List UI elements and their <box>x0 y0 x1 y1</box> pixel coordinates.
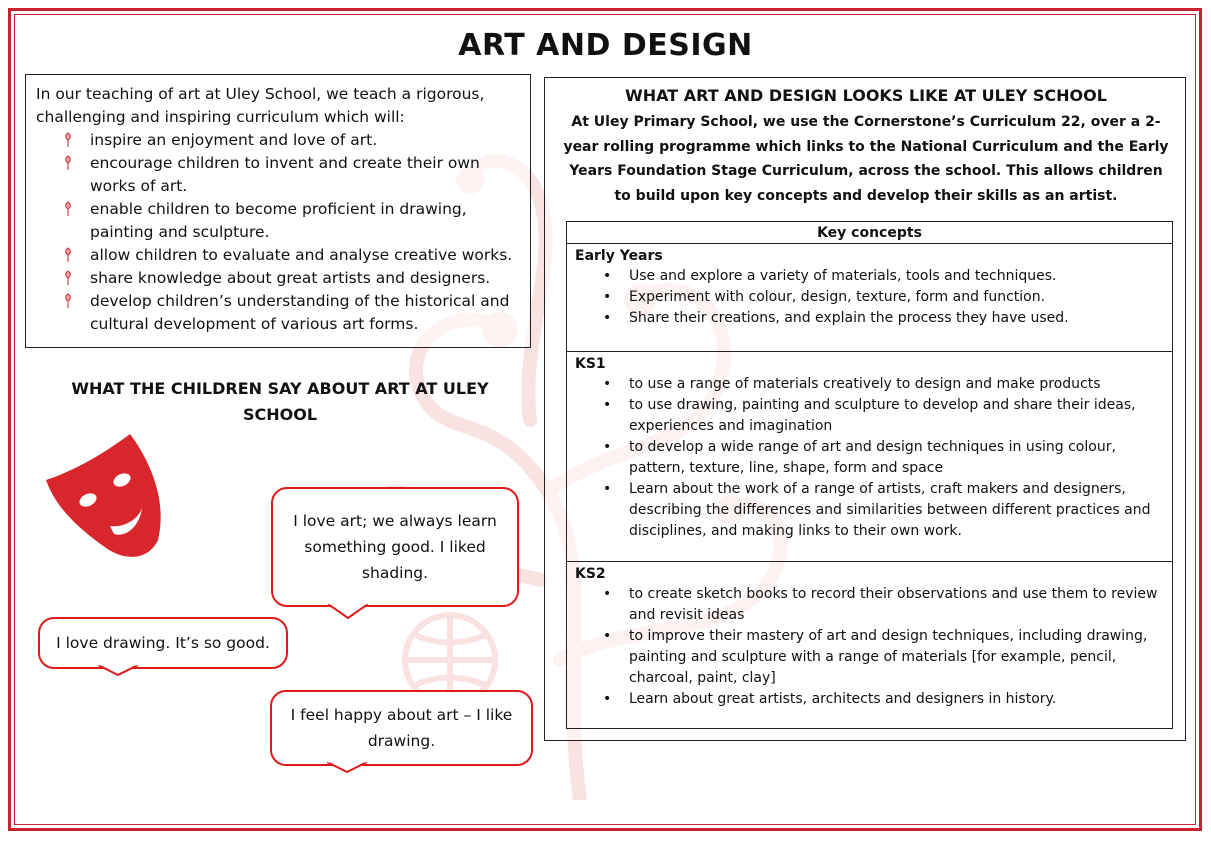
bubble-tail-icon <box>328 604 368 620</box>
key-concepts-heading: Key concepts <box>567 222 1172 244</box>
looks-like-description: At Uley Primary School, we use the Cornerstone’s Curriculum 22, over a 2-year rolling programme which links to the National Curriculum and the Early Years Foundation Stage Curriculum, across the school. This allows children to build upon key concepts and develop their skills as an artist. <box>563 114 1169 204</box>
bubble-tail-icon <box>98 665 138 681</box>
section-title: KS2 <box>575 566 606 582</box>
section-ks1 <box>567 352 1172 562</box>
paintbrush-bullet-icon <box>62 201 74 217</box>
list-item <box>62 244 520 267</box>
intro-list <box>62 129 520 336</box>
section-title: KS1 <box>575 356 606 372</box>
section-list <box>575 266 1164 329</box>
paintbrush-bullet-icon <box>62 155 74 171</box>
children-say-heading: WHAT THE CHILDREN SAY ABOUT ART AT ULEY SCHOOL <box>71 379 489 424</box>
speech-bubble <box>270 690 533 766</box>
quote-text: I feel happy about art – I like drawing. <box>290 706 513 750</box>
key-concepts-table <box>566 221 1173 729</box>
list-item: • to use drawing, painting and sculpture to develop and share their ideas, experiences and imagination <box>629 395 1164 437</box>
list-item: • to create sketch books to record their observations and use them to review and revisit ideas <box>629 584 1164 626</box>
speech-bubble <box>38 617 288 669</box>
intro-text: In our teaching of art at Uley School, we teach a rigorous, challenging and inspiring curriculum which will: <box>36 85 485 126</box>
list-item: • Use and explore a variety of materials, tools and techniques. <box>629 266 1164 287</box>
looks-like-heading: WHAT ART AND DESIGN LOOKS LIKE AT ULEY SCHOOL <box>625 86 1107 105</box>
list-item-text: inspire an enjoyment and love of art. <box>90 131 378 149</box>
list-item <box>62 152 520 198</box>
section-title: Early Years <box>575 248 663 264</box>
intro-box <box>25 74 531 348</box>
list-item <box>62 290 520 336</box>
paintbrush-bullet-icon <box>62 293 74 309</box>
list-item: • Learn about the work of a range of artists, craft makers and designers, describing the differences and similarities between different practices and disciplines, and making links to their own work. <box>629 479 1164 542</box>
list-item-text: allow children to evaluate and analyse creative works. <box>90 246 513 264</box>
list-item-text: share knowledge about great artists and designers. <box>90 269 491 287</box>
section-early-years <box>567 244 1172 352</box>
section-list <box>575 374 1164 542</box>
list-item: • Experiment with colour, design, texture, form and function. <box>629 287 1164 308</box>
section-list <box>575 584 1164 710</box>
list-item <box>62 198 520 244</box>
bubble-tail-icon <box>327 762 367 778</box>
list-item <box>62 129 520 152</box>
section-ks2 <box>567 562 1172 729</box>
list-item: • to develop a wide range of art and design techniques in using colour, pattern, texture, line, shape, form and space <box>629 437 1164 479</box>
list-item: • Share their creations, and explain the process they have used. <box>629 308 1164 329</box>
list-item: • to improve their mastery of art and design techniques, including drawing, painting and sculpture with a range of materials [for example, pencil, charcoal, paint, clay] <box>629 626 1164 689</box>
list-item <box>62 267 520 290</box>
list-item-text: enable children to become proficient in drawing, painting and sculpture. <box>90 200 467 241</box>
list-item: • to use a range of materials creatively to design and make products <box>629 374 1164 395</box>
quote-text: I love art; we always learn something good. I liked shading. <box>293 512 497 582</box>
list-item-text: encourage children to invent and create their own works of art. <box>90 154 480 195</box>
list-item: • Learn about great artists, architects and designers in history. <box>629 689 1164 710</box>
theatre-mask-icon <box>38 428 168 563</box>
speech-bubble <box>271 487 519 607</box>
quote-text: I love drawing. It’s so good. <box>56 634 270 652</box>
paintbrush-bullet-icon <box>62 270 74 286</box>
paintbrush-bullet-icon <box>62 132 74 148</box>
list-item-text: develop children’s understanding of the historical and cultural development of various art forms. <box>90 292 510 333</box>
paintbrush-bullet-icon <box>62 247 74 263</box>
page-title: ART AND DESIGN <box>458 28 753 63</box>
